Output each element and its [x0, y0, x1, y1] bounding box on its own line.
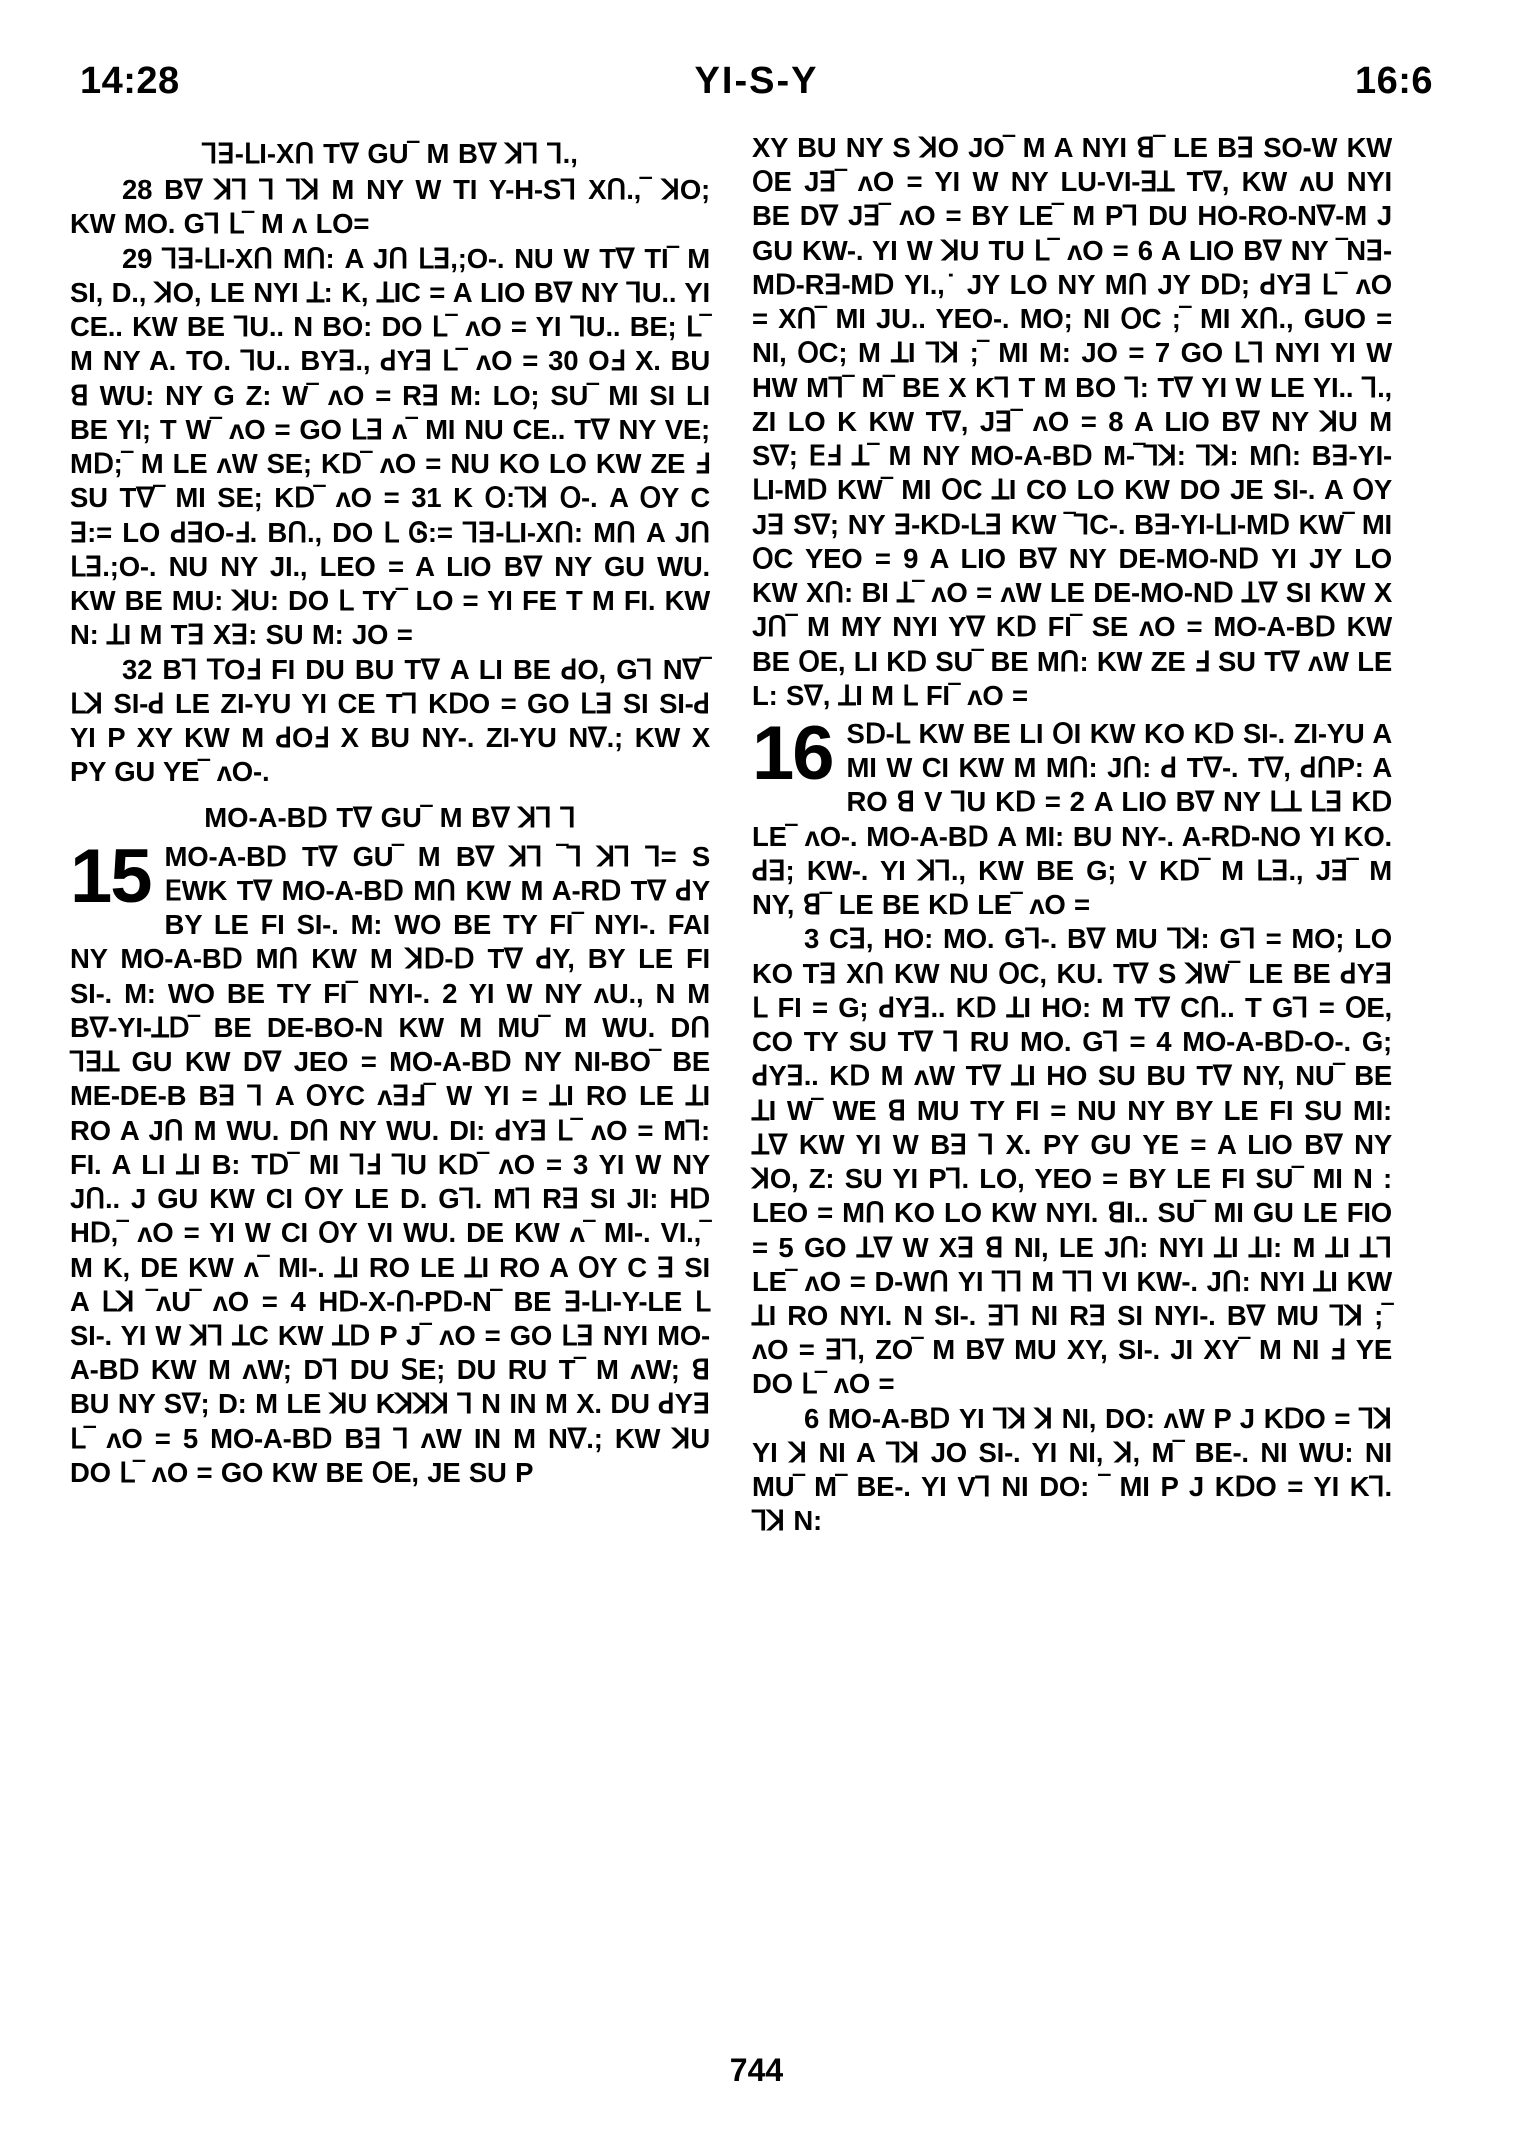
header-left-reference: 14:28 — [80, 60, 180, 102]
left-column — [70, 131, 710, 1490]
verse-paragraph: 29 ꓶꓱ-ꓡI-Xꓵ Mꓵ: A Jꓵ ꓡꓱ,;O-. NU W Tᐁ TI‾ M SI, D., ꓘO, LE NYI ꓕ: K, ꓕIC = A LIO Bᐁ NY ꓶU.. YI CE.. KW BE ꓶU.. N BO: DO ꓡ‾ ᴧO = YI ꓶU.. BE; ꓡ‾ M NY A. TO. ꓶU.. BYꓱ., ꓒYꓱ ꓡ‾ ᴧO = 30 Oꓞ X. BU ꓭ WU: NY G Z: W‾ ᴧO = Rꓱ M: LO; SU‾ MI SI LI BE YI; T W‾ ᴧO = GO ꓡꓱ ᴧ‾ MI NU CE.. Tᐁ NY VE; Mꓓ;‾ M LE ᴧW SE; Kꓓ‾ ᴧO = NU KO LO KW ZE ꓞ SU Tᐁ‾ MI SE; Kꓓ‾ ᴧO = 31 K ꓳ:ꓶꓘ ꓳ-. A ꓳY C ꓱ:= LO ꓒꓱO-ꓞ. Bꓵ., DO ꓡ Ꮆ:= ꓶꓱ-ꓡI-Xꓵ: Mꓵ A Jꓵ ꓡꓱ.;O-. NU NY JI., LEO = A LIO Bᐁ NY GU WU. KW BE MU: ꓘU: DO ꓡ TY‾ LO = YI FE T M FI. KW N: ꓕI M Tꓱ Xꓱ: SU M: JO = — [70, 242, 710, 651]
header-book-title: YI-S-Y — [694, 60, 819, 102]
section-subhead: MO-A-Bꓓ Tᐁ GU‾ M Bᐁ ꓘꓶ ꓶ — [204, 802, 576, 834]
right-column — [752, 131, 1392, 1539]
page-header — [70, 60, 1443, 103]
page-number: 744 — [729, 2052, 784, 2088]
verse-paragraph: 28 Bᐁ ꓘꓶ ꓶ ꓶꓘ M NY W TI Y-H-Sꓶ Xꓵ.,‾ ꓘO; KW MO. Gꓶ ꓡ‾ M ᴧ LO= — [70, 174, 710, 240]
verse-paragraph: 6 MO-A-Bꓓ YI ꓶꓘ ꓘ NI, DO: ᴧW P J KꓓO = ꓶꓘ YI ꓘ NI A ꓶꓘ JO SI-. YI NI, ꓘ, M‾ BE-. NI WU: NI MU‾ M‾ BE-. YI Vꓶ NI DO: ‾ MI P J KꓓO = YI Kꓶ. ꓶꓘ N: — [752, 1402, 1392, 1537]
header-right-reference: 16:6 — [1354, 60, 1433, 102]
chapter-number: 15 — [70, 833, 151, 919]
verse-paragraph: XY BU NY S ꓘO JO‾ M A NYI ꓭ‾ LE Bꓱ SO-W KW ꓳE Jꓱ‾ ᴧO = YI W NY LU-VI-ꓱꓕ Tᐁ, KW ᴧU NYI BE Dᐁ Jꓱ‾ ᴧO = BY LE‾ M Pꓶ DU HO-RO-Nᐁ-M J GU KW-. YI W ꓘU TU ꓡ‾ ᴧO = 6 A LIO Bᐁ NY ‾Nꓱ-Mꓓ-Rꓱ-Mꓓ YI.,˙ JY LO NY Mꓵ JY Dꓓ; ꓒYꓱ ꓡ‾ ᴧO = Xꓵ‾ MI JU.. YEO-. MO; NI ꓳC ;‾ MI Xꓵ., GUO = NI, ꓳC; M ꓕI ꓶꓘ ;‾ MI M: JO = 7 GO ꓡꓶ NYI YI W HW Mꓶ‾ M‾ BE X Kꓶ T M BO ꓶ: Tᐁ YI W LE YI.. ꓶ., ZI LO K KW Tᐁ, Jꓱ‾ ᴧO = 8 A LIO Bᐁ NY ꓘU M Sᐁ; ꓰꓞ ꓕ‾ M NY MO-A-Bꓓ M-‾ꓶꓘ: ꓶꓘ: Mꓵ: Bꓱ-YI-ꓡI-Mꓓ KW‾ MI ꓳC ꓕI CO LO KW DO JE SI-. A ꓳY Jꓱ Sᐁ; NY ꓱ-Kꓓ-ꓡꓱ KW ‾ꓶC-. Bꓱ-YI-ꓡI-Mꓓ KW‾ MI ꓳC YEO = 9 A LIO Bᐁ NY DE-MO-Nꓓ YI JY LO KW Xꓵ: BI ꓕ‾ ᴧO = ᴧW LE DE-MO-Nꓓ ꓕᐁ SI KW X Jꓵ‾ M MY NYI Yᐁ Kꓓ FI‾ SE ᴧO = MO-A-Bꓓ KW BE ꓳE, LI Kꓓ SU‾ BE Mꓵ: KW ZE ꓞ SU Tᐁ ᴧW LE L: Sᐁ, ꓕI M ꓡ FI‾ ᴧO = — [752, 132, 1392, 711]
section-subhead: ꓶꓱ-ꓡI-Xꓵ Tᐁ GU‾ M Bᐁ ꓘꓶ ꓶ., — [202, 138, 578, 169]
chapter-block — [70, 833, 710, 1490]
chapter-block — [752, 710, 1392, 922]
chapter-text: Sꓓ-ꓡ KW BE LI ꓳI KW KO Kꓓ SI-. ZI-YU A MI W CI KW M Mꓵ: Jꓵ: ꓒ Tᐁ-. Tᐁ, ꓒꓵP: A RO ꓭ V ꓶU Kꓓ = 2 A LIO Bᐁ NY ꓡꓕ ꓡꓱ Kꓓ LE‾ ᴧO-. MO-A-Bꓓ A MI: BU NY-. A-Rꓓ-NO YI KO. ꓒꓱ; KW-. YI ꓘꓶ., KW BE G; V Kꓓ‾ M ꓡꓱ., Jꓱ‾ M NY, ꓭ‾ LE BE Kꓓ LE‾ ᴧO = — [752, 717, 1392, 921]
block-spacer — [70, 789, 710, 795]
verse-paragraph: 3 Cꓱ, HO: MO. Gꓶ-. Bᐁ MU ꓶꓘ: Gꓶ = MO; LO KO Tꓱ Xꓵ KW NU ꓳC, KU. Tᐁ S ꓘW‾ LE BE ꓒYꓱ ꓡ FI = G; ꓒYꓱ.. Kꓓ ꓕI HO: M Tᐁ Cꓵ.. T Gꓶ = ꓳE, CO TY SU Tᐁ ꓶ RU MO. Gꓶ = 4 MO-A-Bꓓ-O-. G; ꓒYꓱ.. Kꓓ M ᴧW Tᐁ ꓕI HO SU BU Tᐁ NY, NU‾ BE ꓕI W‾ WE ꓭ MU TY FI = NU NY BY LE FI SU MI: ꓕᐁ KW YI W Bꓱ ꓶ X. PY GU YE = A LIO Bᐁ NY ꓘO, Z: SU YI Pꓶ. LO, YEO = BY LE FI SU‾ MI N : LEO = Mꓵ KO LO KW NYI. ꓭI.. SU‾ MI GU LE FIO = 5 GO ꓕᐁ W Xꓱ ꓭ NI, LE Jꓵ: NYI ꓕI ꓕI: M ꓕI ꓕꓶ LE‾ ᴧO = D-Wꓵ YI ꓶꓶ M ꓶꓶ VI KW-. Jꓵ: NYI ꓕI KW ꓕI RO NYI. N SI-. ꓱꓶ NI Rꓱ SI NYI-. Bᐁ MU ꓶꓘ ;‾ ᴧO = ꓱꓶ, ZO‾ M Bᐁ MU XY, SI-. JI XY‾ M NI ꓞ YE DO ꓡ‾ ᴧO = — [752, 923, 1392, 1400]
verse-paragraph: 32 Bꓶ ꓔOꓞ FI DU BU Tᐁ A LI BE ꓒO, Gꓶ Nᐁ‾ ꓡꓘ SI-ꓒ LE ZI-YU YI CE Tꓶ KꓓO = GO ꓡꓱ SI SI-ꓒ YI P XY KW M ꓒOꓞ X BU NY-. ZI-YU Nᐁ.; KW X PY GU YE‾ ᴧO-. — [70, 653, 710, 788]
chapter-number: 16 — [752, 710, 833, 796]
chapter-text: MO-A-Bꓓ Tᐁ GU‾ M Bᐁ ꓘꓶ ‾ꓶ ꓘꓶ ꓶ= S ꓰWK Tᐁ MO-A-Bꓓ Mꓵ KW M A-Rꓓ Tᐁ ꓒY BY LE FI SI-. M: WO BE TY FI‾ NYI-. FAI NY MO-A-Bꓓ Mꓵ KW M ꓘꓓ-ꓓ Tᐁ ꓒY, BY LE FI SI-. M: WO BE TY FI‾ NYI-. 2 YI W NY ᴧU., N M Bᐁ-YI-ꓕꓓ‾ BE DE-BO-N KW M MU‾ M WU. Dꓵ ꓶꓱꓕ GU KW Dᐁ JEO = MO-A-Bꓓ NY NI-BO‾ BE ME-DE-B Bꓱ ꓶ A ꓳYC ᴧꓱꓞ‾ W YI = ꓕI RO LE ꓕI RO A Jꓵ M WU. Dꓵ NY WU. DI: ꓒYꓱ ꓡ‾ ᴧO = Mꓶ: FI. A LI ꓕI B: Tꓓ‾ MI ꓶꓞ ꓶU Kꓓ‾ ᴧO = 3 YI W NY Jꓵ.. J GU KW CI ꓳY LE D. Gꓶ. Mꓶ Rꓱ SI JI: Hꓓ Hꓓ,‾ ᴧO = YI W CI ꓳY VI WU. DE KW ᴧ‾ MI-. VI.,‾ M K, DE KW ᴧ‾ MI-. ꓕI RO LE ꓕI RO A ꓳY C ꓱ SI A ꓡꓘ ‾ᴧU‾ ᴧO = 4 Hꓓ-X-ꓵ-Pꓓ-N‾ BE ꓱ-ꓡI-Y-LE ꓡ SI-. YI W ꓘꓶ ꓕC KW ꓕꓓ P J‾ ᴧO = GO ꓡꓱ NYI MO-A-Bꓓ KW M ᴧW; Dꓶ DU ꓢE; DU RU T‾ M ᴧW; ꓭ BU NY Sᐁ; D: M LE ꓘU Kꓘꓘꓘ ꓶ N IN M X. DU ꓒYꓱ ꓡ‾ ᴧO = 5 MO-A-Bꓓ Bꓱ ꓶ ᴧW IN M Nᐁ.; KW ꓘU DO ꓡ‾ ᴧO = GO KW BE ꓳE, JE SU P — [70, 840, 710, 1488]
two-column-body — [70, 131, 1443, 1539]
